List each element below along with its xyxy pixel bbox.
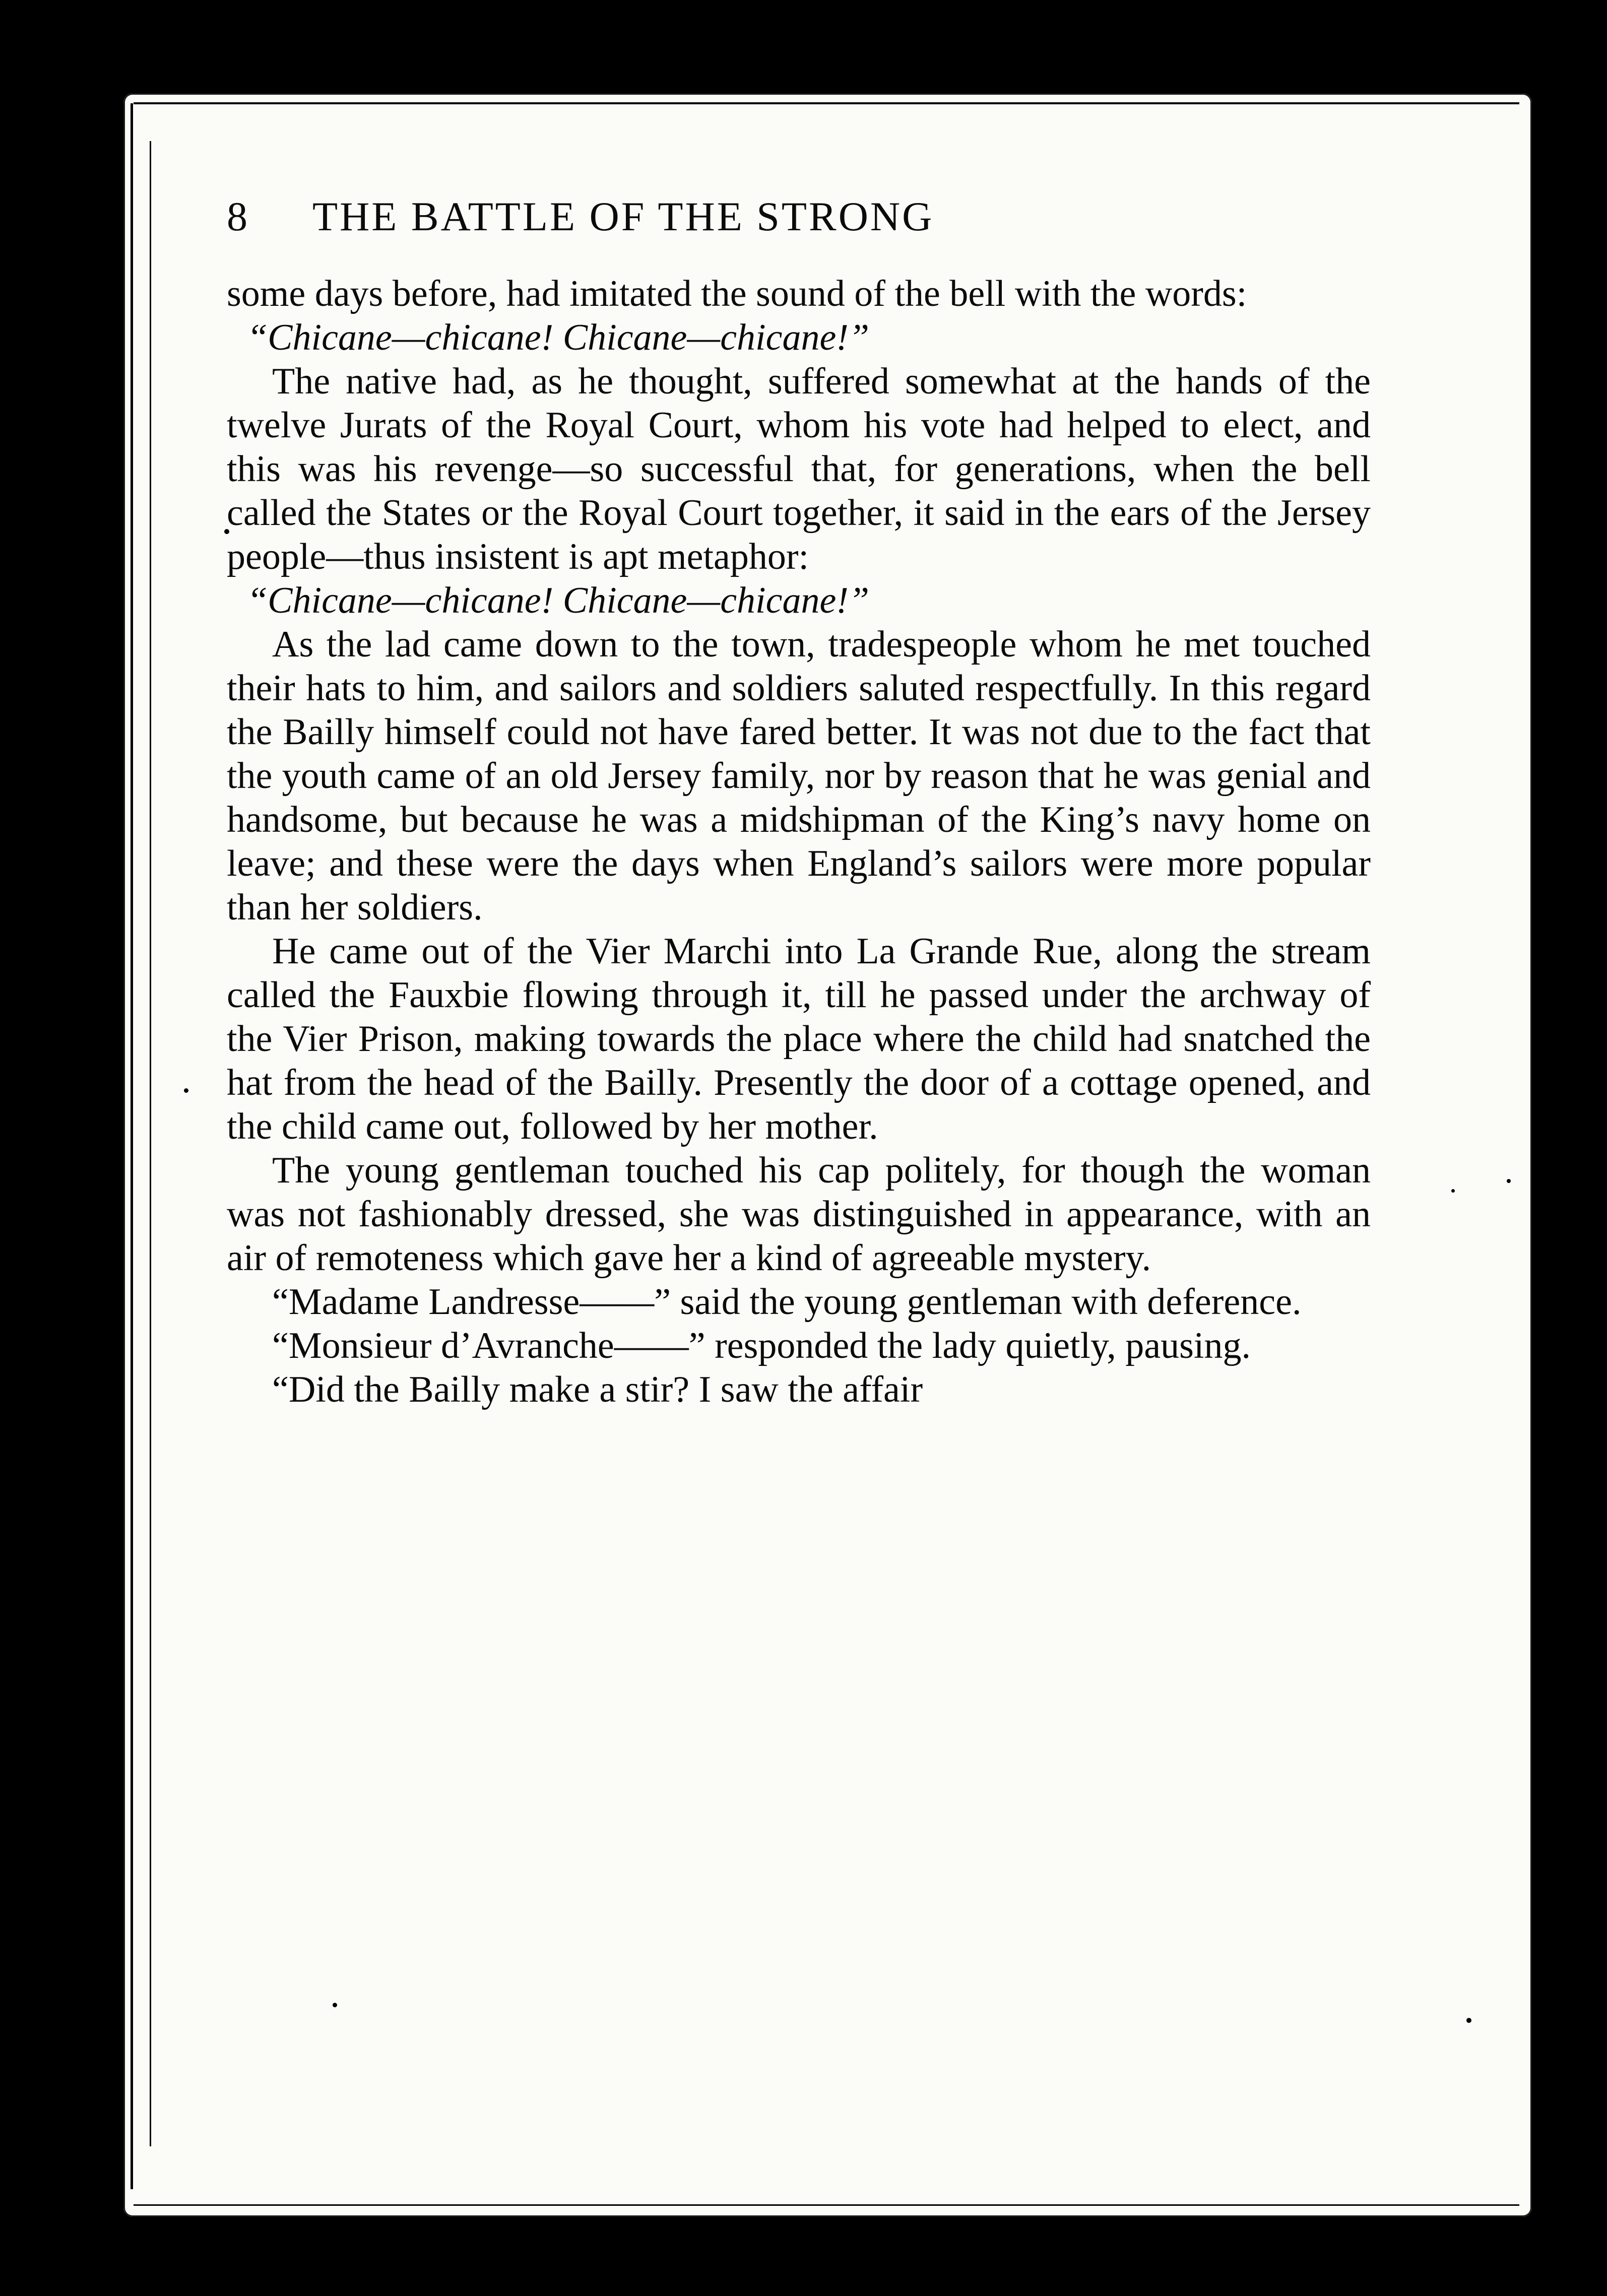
scan-speck <box>1451 1189 1455 1193</box>
running-head <box>227 186 1371 252</box>
scan-speck <box>184 1088 188 1093</box>
page-edge-line <box>134 102 1519 104</box>
page-content <box>227 186 1371 1412</box>
page-edge-line <box>134 2204 1519 2206</box>
running-head-title: THE BATTLE OF THE STRONG <box>312 193 934 239</box>
page-edge-line <box>150 141 151 2146</box>
paragraph: “Madame Landresse——” said the young gentleman with deference. <box>272 1281 1302 1323</box>
bell-quote: “Chicane—chicane! Chicane—chicane!” <box>247 580 870 621</box>
paragraph: He came out of the Vier Marchi into La Grande Rue, along the stream called the Fauxbie flowing through it, till he passed under the archway of the Vier Prison, making towards the place where the child had snatched the hat from the head of the Bailly. Presently the door of a cottage opened, and the child came out, followed by her mother. <box>227 931 1371 1147</box>
body-text <box>227 272 1371 1412</box>
paragraph: some days before, had imitated the sound of the bell with the words: <box>227 273 1247 314</box>
paragraph: The native had, as he thought, suffered somewhat at the hands of the twelve Jurats of the Royal Court, whom his vote had helped to elect, and this was his revenge—so successful that, for generations, when the bell called the States or the Royal Court together, it said in the ears of the Jersey people—thus insistent is apt metaphor: <box>227 361 1371 577</box>
scan-speck <box>1466 2018 1471 2023</box>
scan-speck <box>333 2003 337 2007</box>
paragraph: The young gentleman touched his cap politely, for though the woman was not fashionably dressed, she was distinguished in appearance, with an air of remoteness which gave her a kind of agreeable mystery. <box>227 1150 1371 1279</box>
paragraph: “Monsieur d’Avranche——” responded the lady quietly, pausing. <box>272 1325 1251 1366</box>
page-number: 8 <box>227 193 249 239</box>
paragraph: “Did the Bailly make a stir? I saw the affair <box>272 1369 923 1410</box>
paragraph: As the lad came down to the town, tradespeople whom he met touched their hats to him, and sailors and soldiers saluted respectfully. In this regard the Bailly himself could not have fared better. It was not due to the fact that the youth came of an old Jersey family, nor by reason that he was genial and handsome, but because he was a midshipman of the King’s navy home on leave; and these were the days when England’s sailors were more popular than her soldiers. <box>227 624 1371 928</box>
page-edge-line <box>131 103 133 2189</box>
bell-quote: “Chicane—chicane! Chicane—chicane!” <box>247 317 870 358</box>
scan-speck <box>1507 1179 1511 1183</box>
